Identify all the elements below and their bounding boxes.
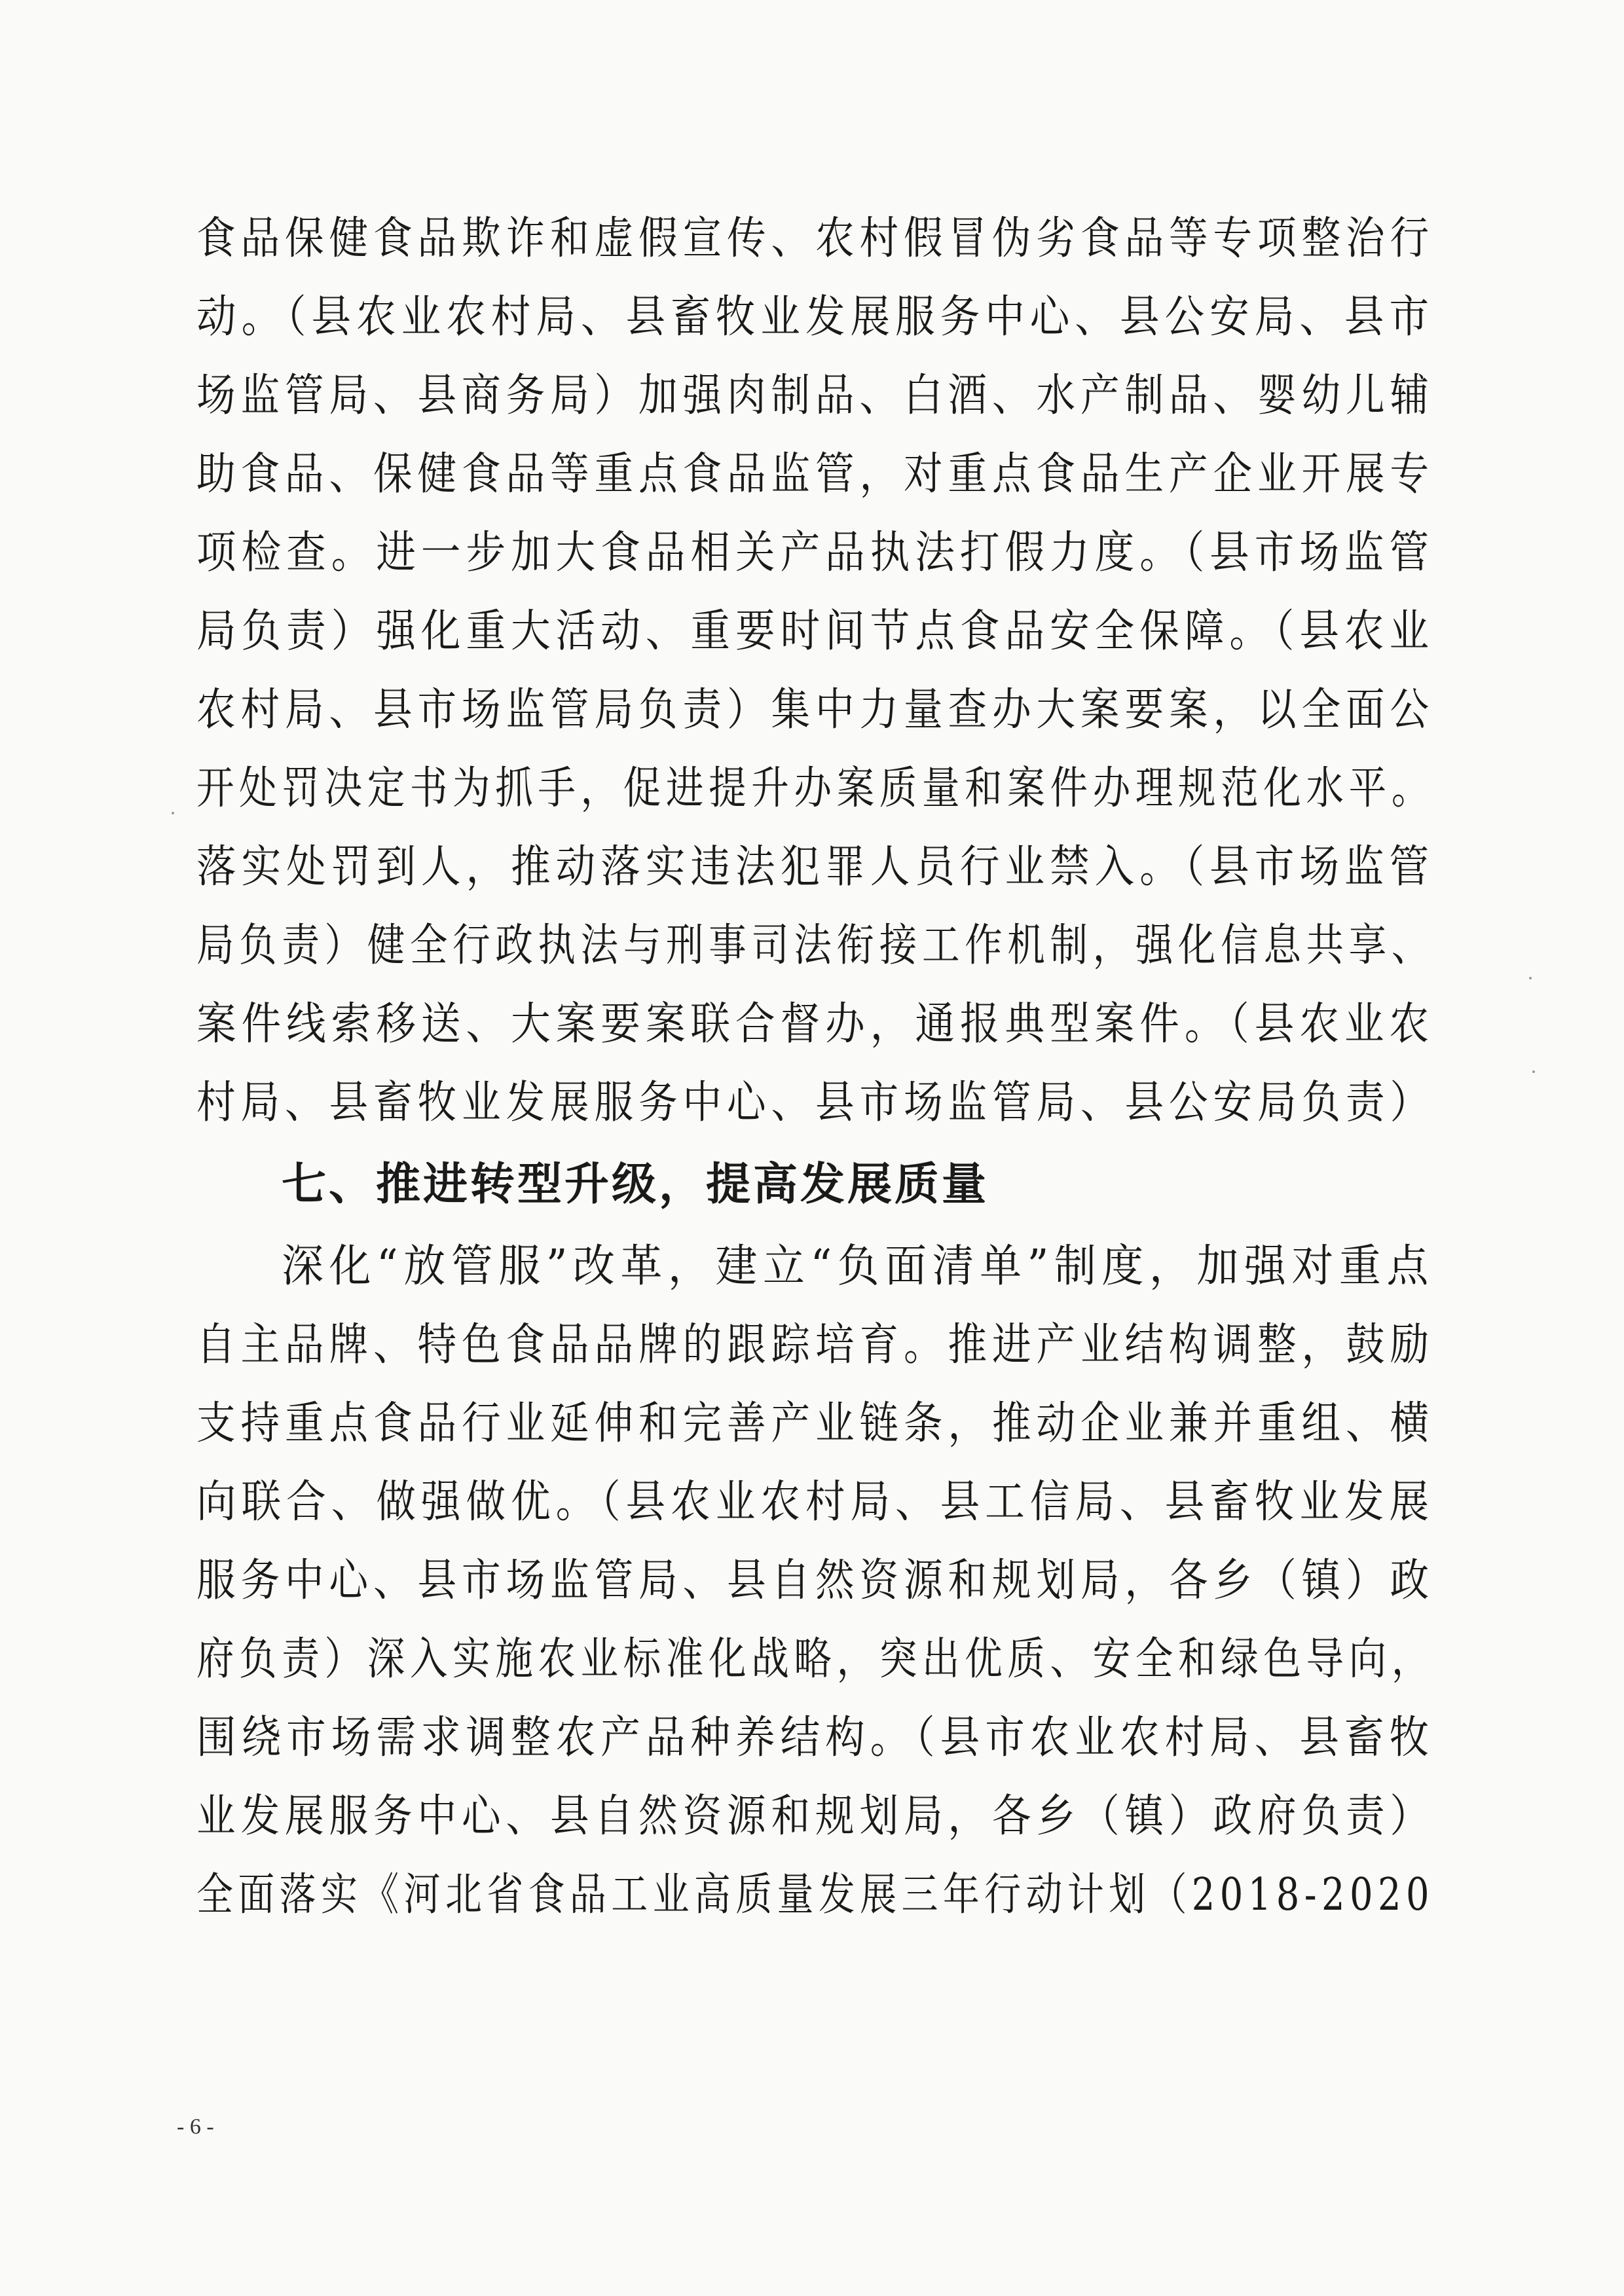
text-line: 自主品牌、特色食品品牌的跟踪培育。推进产业结构调整，鼓励	[196, 1319, 1434, 1371]
text-line: 食品保健食品欺诈和虚假宣传、农村假冒伪劣食品等专项整治行	[196, 213, 1434, 264]
text-line: 向联合、做强做优。（县农业农村局、县工信局、县畜牧业发展	[196, 1476, 1435, 1528]
text-line: 全面落实《河北省食品工业高质量发展三年行动计划（2018-2020	[196, 1869, 1434, 1921]
text-line: 助食品、保健食品等重点食品监管，对重点食品生产企业开展专	[196, 448, 1434, 500]
text-line: 服务中心、县市场监管局、县自然资源和规划局，各乡（镇）政	[196, 1555, 1434, 1607]
text-line: 业发展服务中心、县自然资源和规划局，各乡（镇）政府负责）	[196, 1791, 1434, 1842]
text-line: 深化“放管服”改革，建立“负面清单”制度，加强对重点	[282, 1241, 1434, 1292]
text-line: 府负责）深入实施农业标准化战略，突出优质、安全和绿色导向，	[196, 1633, 1435, 1685]
text-line: 村局、县畜牧业发展服务中心、县市场监管局、县公安局负责）	[196, 1077, 1434, 1129]
body-text	[196, 0, 1435, 2095]
text-line: 局负责）健全行政执法与刑事司法衔接工作机制，强化信息共享、	[196, 920, 1435, 972]
page-number: - 6 -	[177, 2115, 214, 2139]
text-line: 动。（县农业农村局、县畜牧业发展服务中心、县公安局、县市	[196, 291, 1435, 343]
scan-speck	[1529, 977, 1532, 979]
text-line: 项检查。进一步加大食品相关产品执法打假力度。（县市场监管	[196, 527, 1435, 579]
text-line: 开处罚决定书为抓手，促进提升办案质量和案件办理规范化水平。	[196, 763, 1435, 814]
text-line: 支持重点食品行业延伸和完善产业链条，推动企业兼并重组、横	[196, 1398, 1434, 1449]
section-heading: 七、推进转型升级，提高发展质量	[282, 1159, 989, 1211]
text-line: 案件线索移送、大案要案联合督办，通报典型案件。（县农业农	[196, 998, 1435, 1050]
text-line: 场监管局、县商务局）加强肉制品、白酒、水产制品、婴幼儿辅	[196, 370, 1434, 422]
scan-speck	[1532, 1070, 1535, 1073]
scan-speck	[172, 812, 174, 814]
text-line: 落实处罚到人，推动落实违法犯罪人员行业禁入。（县市场监管	[196, 841, 1435, 893]
text-line: 农村局、县市场监管局负责）集中力量查办大案要案，以全面公	[196, 684, 1434, 736]
text-line: 局负责）强化重大活动、重要时间节点食品安全保障。（县农业	[196, 606, 1435, 657]
text-line: 围绕市场需求调整农产品种养结构。（县市农业农村局、县畜牧	[196, 1712, 1435, 1764]
